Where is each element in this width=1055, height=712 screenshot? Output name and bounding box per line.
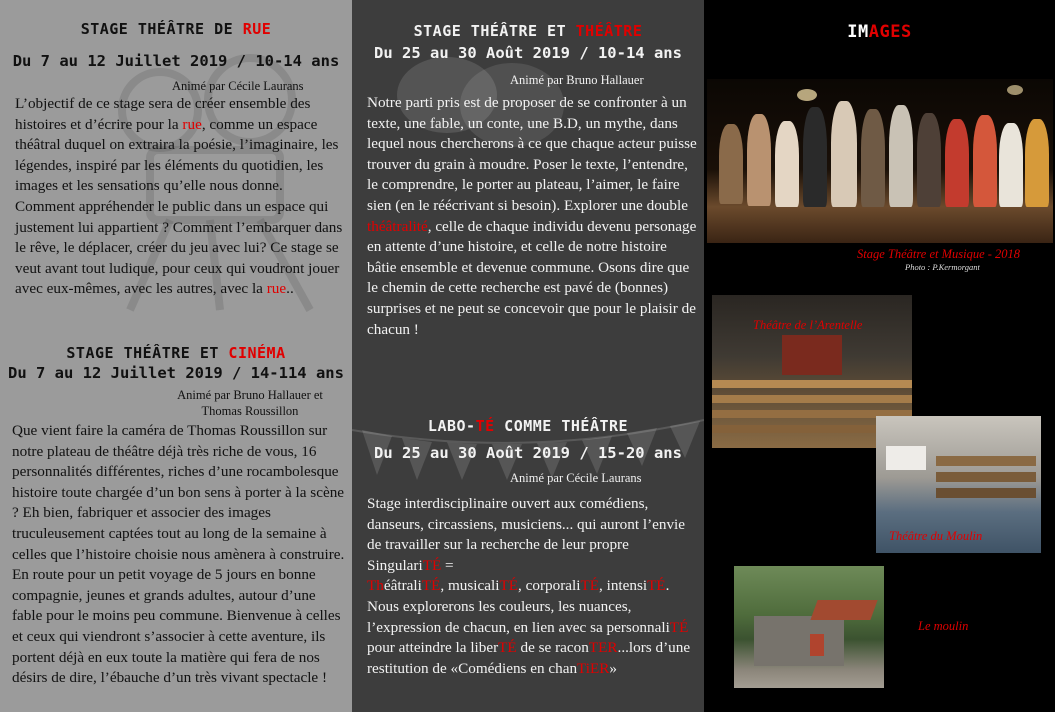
stage-rue-title: STAGE THÉÂTRE DE RUE <box>80 20 272 38</box>
stage-rue-animator: Animé par Cécile Laurans <box>172 79 304 93</box>
stage-theatre-animator: Animé par Bruno Hallauer <box>510 73 644 87</box>
moulin-photo <box>734 566 884 688</box>
stage-cinema-dates: Du 7 au 12 Juillet 2019 / 14-114 ans <box>8 364 344 382</box>
photo-credit: Photo : P.Kermorgant <box>905 262 980 272</box>
stage-cinema-animator: Animé par Bruno Hallauer et Thomas Roussillon <box>177 388 323 418</box>
labo-animator: Animé par Cécile Laurans <box>510 471 642 485</box>
panel-left <box>0 0 352 712</box>
caption-moulin: Le moulin <box>918 619 969 633</box>
stage-cinema-title: STAGE THÉÂTRE ET CINÉMA <box>66 344 286 362</box>
stage-photo <box>707 79 1053 243</box>
bunting-decoration <box>352 400 704 480</box>
labo-dates: Du 25 au 30 Août 2019 / 15-20 ans <box>374 444 682 462</box>
caption-arentelle: Théâtre de l’Arentelle <box>753 318 863 332</box>
stage-theatre-dates: Du 25 au 30 Août 2019 / 10-14 ans <box>374 44 682 62</box>
stage-theatre-description: Notre parti pris est de proposer de se confronter à un texte, une fable, un conte, une B.D, un mythe, dans lequel nous chercherons à ce que chaque acteur puisse trouver du grain à moudre. Poser le texte, l’entendre, le comprendre, le porter au plateau, l’aimer, le faire sien (en le réécrivant si besoin). Explorer une double théâtralité, celle de chaque individu devenu personage en attente d’une histoire, et celle de notre histoire bâtie ensemble et devenue commune. Osons dire que le chemin de cette recherche est pavé de (bonnes) surprises et ne peut se concevoir que pour le plaisir de chacun ! <box>367 94 697 338</box>
stage-theatre-title: STAGE THÉÂTRE ET THÉÂTRE <box>413 22 643 40</box>
panel-images <box>704 0 1055 712</box>
images-title: IMAGES <box>847 22 912 42</box>
labo-description: Stage interdisciplinaire ouvert aux comédiens, danseurs, circassiens, musiciens... qui auront l’envie de travailler sur la recherche de leur propre SingulariTÉ = ThéâtraliTÉ, musicaliTÉ, corporaliTÉ, intensiTÉ. Nous explorerons les couleurs, les nuances, l’expression de chacun, en lien avec sa personnaliTÉ pour atteindre la liberTÉ de se raconTER...lors d’une restitution de «Comédiens en chanTiER» <box>367 495 691 677</box>
caption-stage-photo: Stage Théâtre et Musique - 2018 <box>857 247 1021 261</box>
stage-cinema-description: Que vient faire la caméra de Thomas Roussillon sur notre plateau de théâtre déjà très riche de vous, 16 personnalités différentes, riches d’une rocambolesque histoire toute chargée d’un bon sens à porter à la scène ? Eh bien, fabriquer et associer des images truculeusement captées tout au long de la semaine à celles que l’histoire choisie nous amènera à construire. En route pour un petit voyage de 5 jours en bonne compagnie, jeunes et grands adultes, autour d’une fable pour le moins peu commune. Bienvenue à celles et ceux qui viendront s’associer à cette aventure, ils portent déjà en eux toute la matière qui fera de nos désirs de dire, l’ébauche d’un très vivant spectacle ! <box>12 422 345 687</box>
stage-rue-description: L’objectif de ce stage sera de créer ensemble des histoires et d’écrire pour la rue, comme un espace théâtral duquel on extraira la poésie, l’imaginaire, les légendes, inspiré par les éléments du quotidien, les images et les sensations qu’elle nous donne. Comment appréhender le public dans un espace qui justement lui appartient ? Comment l’embarquer dans le rêve, le déplacer, créer du jeu avec lui? Ce stage se veut avant tout ludique, pour ceux qui voudront jouer avec eux-mêmes, avec les autres, avec la rue.. <box>15 95 343 298</box>
caption-moulin-theatre: Théâtre du Moulin <box>889 529 983 543</box>
labo-title: LABO-TÉ COMME THÉÂTRE <box>427 417 629 435</box>
panel-middle <box>352 0 704 712</box>
stage-rue-dates: Du 7 au 12 Juillet 2019 / 10-14 ans <box>12 52 340 70</box>
